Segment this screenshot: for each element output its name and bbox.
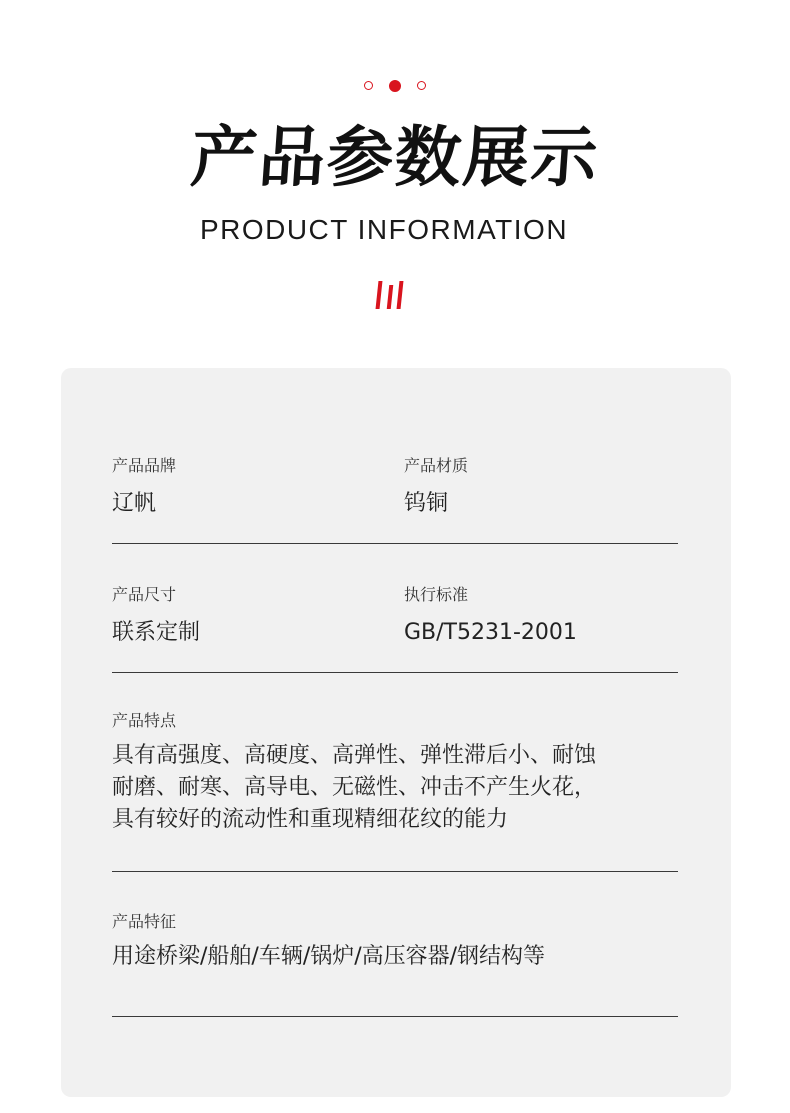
feature-line: 耐磨、耐寒、高导电、无磁性、冲击不产生火花， [112, 775, 597, 800]
param-label: 产品特点 [112, 711, 177, 730]
param-brand [112, 456, 176, 520]
param-standard [404, 585, 577, 649]
dot-right [417, 81, 426, 90]
row-features [112, 711, 678, 872]
dot-left [364, 81, 373, 90]
pagination-dots [0, 81, 790, 92]
param-material [404, 456, 468, 520]
param-size [112, 585, 200, 649]
param-value: 用途桥梁/船舶/车辆/锅炉/高压容器/钢结构等 [112, 944, 546, 969]
feature-line: 具有高强度、高硬度、高弹性、弹性滞后小、耐蚀 [112, 743, 597, 768]
bar-3 [397, 281, 403, 309]
param-label: 执行标准 [404, 585, 469, 604]
param-label: 产品尺寸 [112, 585, 177, 604]
feature-line: 具有较好的流动性和重现精细花纹的能力 [112, 807, 509, 832]
bar-2 [386, 285, 392, 309]
param-label: 产品材质 [404, 456, 469, 475]
param-value: 辽帆 [112, 491, 157, 516]
dot-active [389, 80, 401, 92]
param-features [112, 711, 678, 836]
page-subtitle: PRODUCT INFORMATION [199, 214, 569, 245]
row-brand-material [112, 456, 678, 544]
param-traits [112, 912, 678, 973]
bar-1 [376, 281, 382, 309]
param-label: 产品品牌 [112, 456, 177, 475]
param-value: 联系定制 [112, 620, 201, 645]
param-value [112, 740, 678, 836]
params-card [61, 368, 731, 1097]
row-traits [112, 912, 678, 1017]
row-size-standard [112, 585, 678, 673]
decorative-bars [377, 281, 402, 309]
param-value: 钨铜 [404, 491, 449, 516]
param-value: GB/T5231-2001 [404, 620, 577, 645]
param-label: 产品特征 [112, 912, 177, 931]
page-title: 产品参数展示 [188, 119, 602, 196]
